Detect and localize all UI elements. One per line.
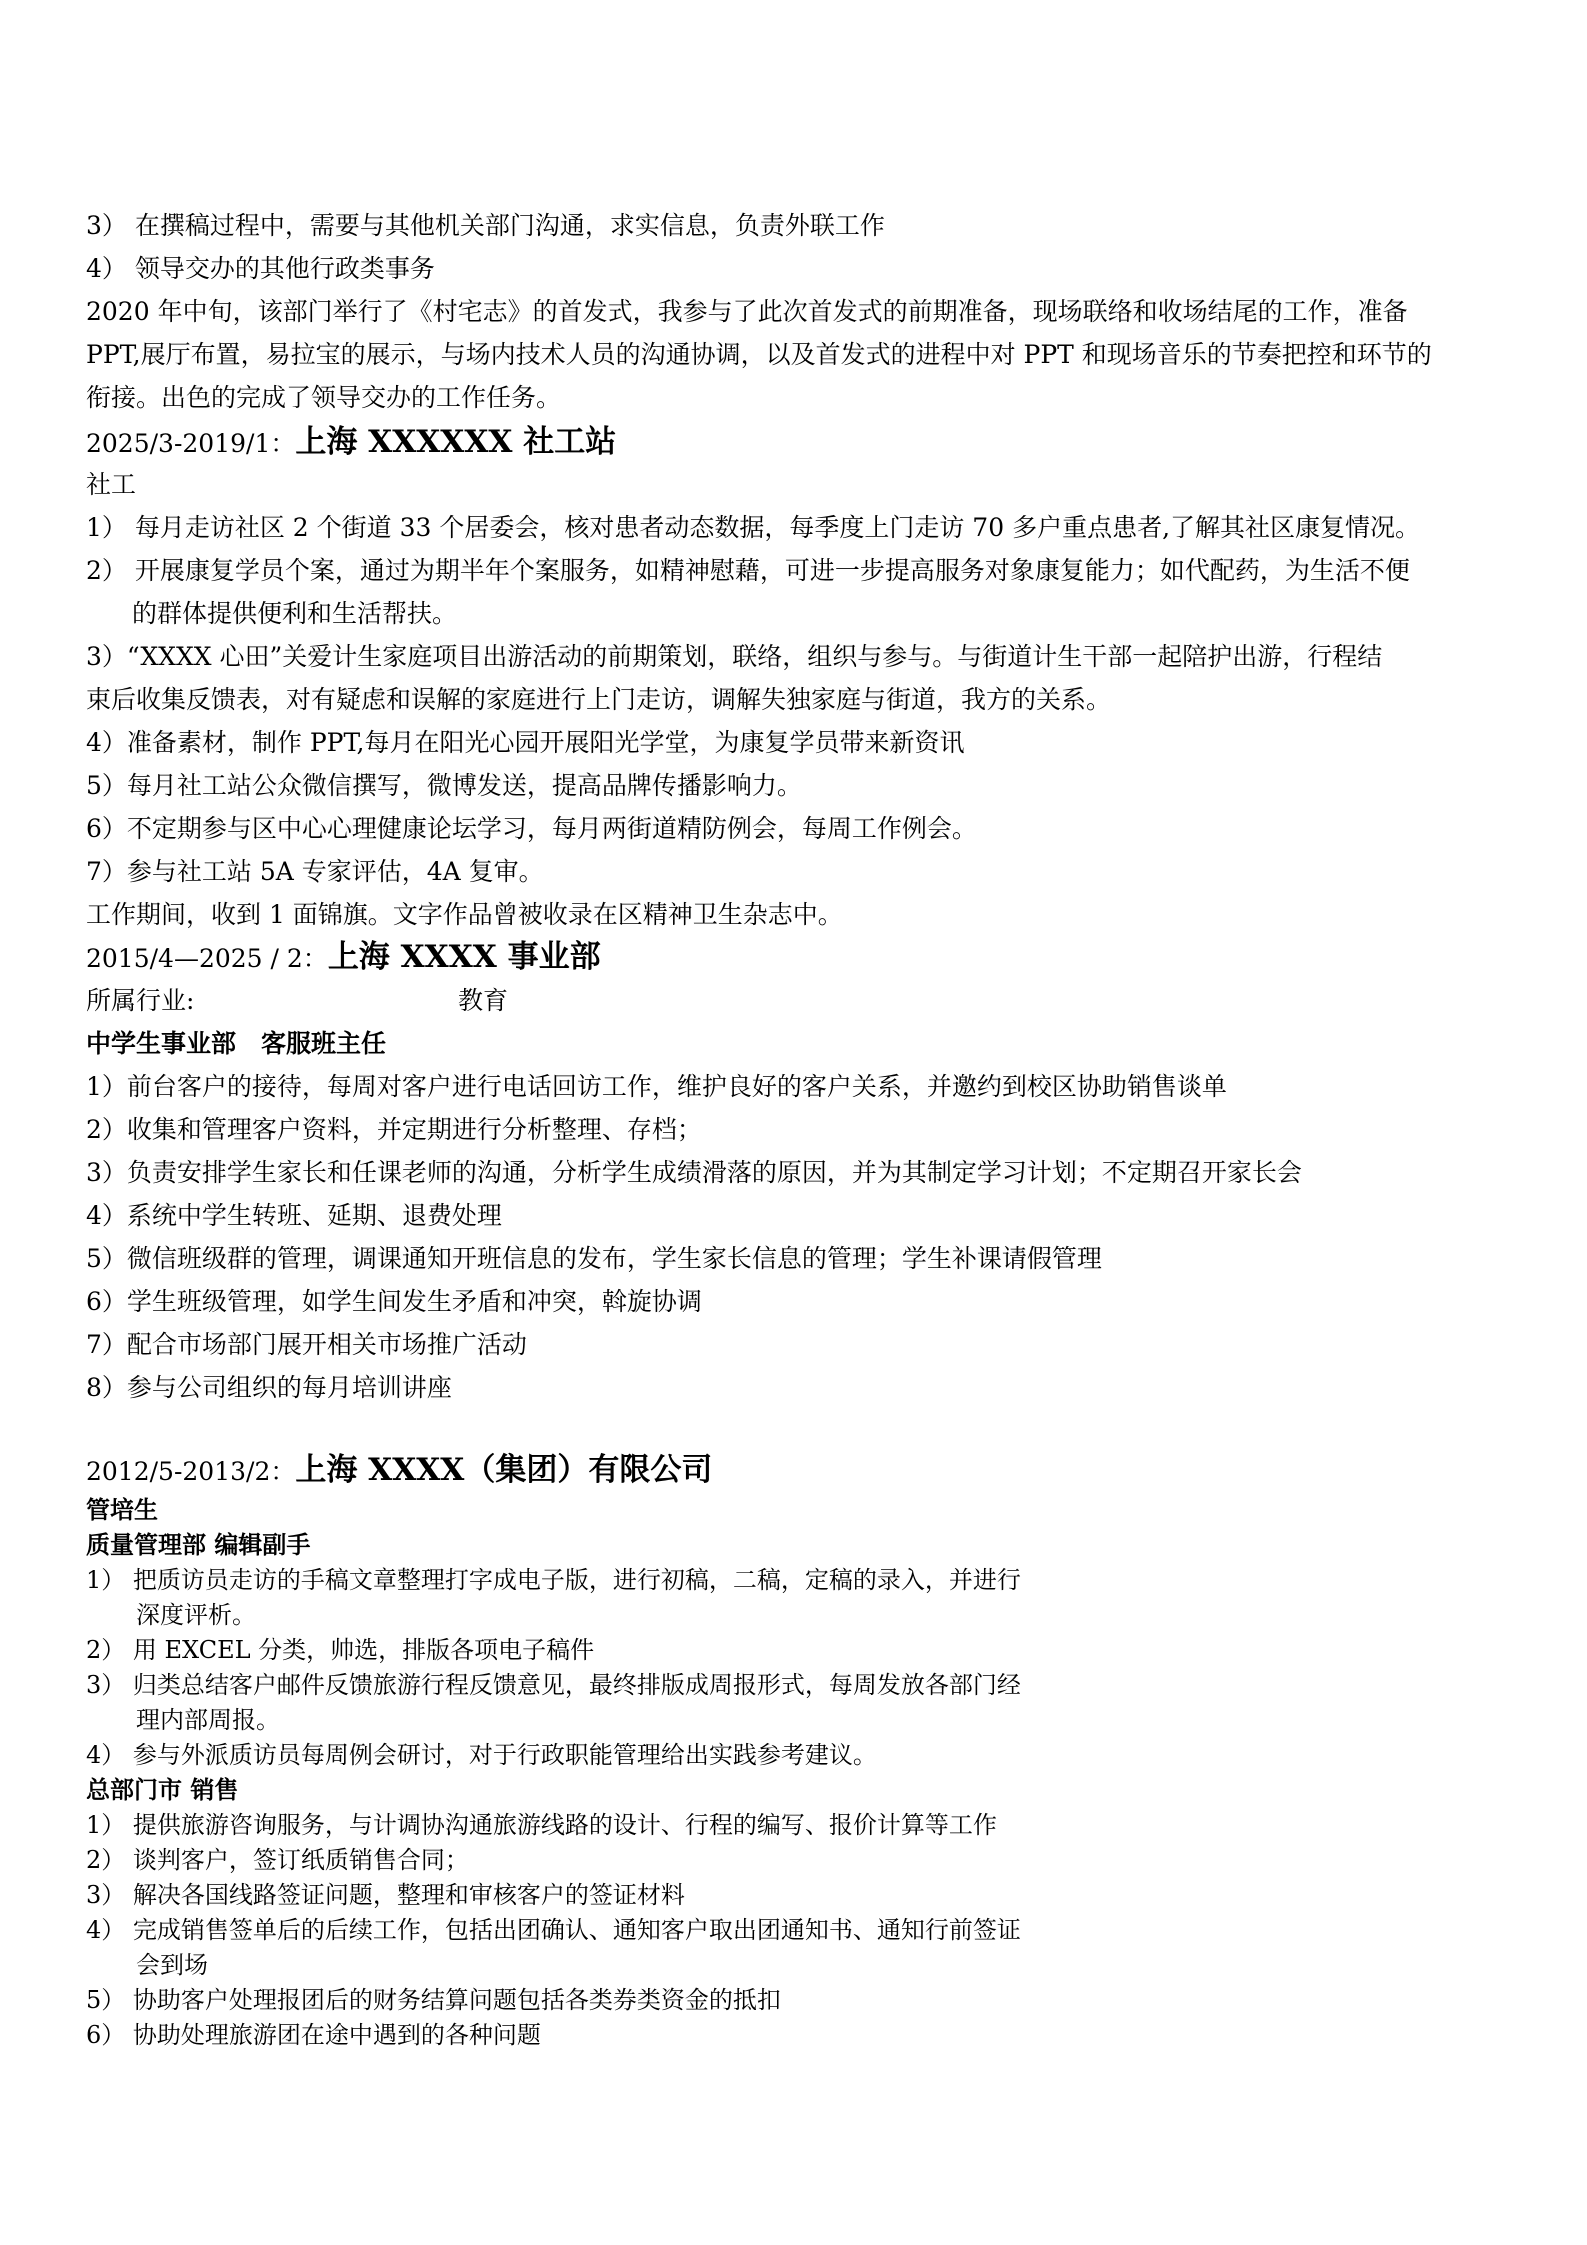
duty-item: 1）前台客户的接待，每周对客户进行电话回访工作，维护良好的客户关系，并邀约到校区协助销售谈单: [86, 1072, 1227, 1101]
department-title: 中学生事业部 客服班主任: [86, 1029, 387, 1058]
duty-item: 2） 开展康复学员个案，通过为期半年个案服务，如精神慰藉，可进一步提高服务对象康复能力；如代配药，为生活不便: [86, 556, 1410, 585]
paragraph-line: 衔接。出色的完成了领导交办的工作任务。: [86, 383, 562, 412]
duty-item: 2） 谈判客户，签订纸质销售合同；: [86, 1846, 469, 1874]
duty-item-continuation: 的群体提供便利和生活帮扶。: [132, 599, 458, 628]
job-org: 上海 XXXX 事业部: [327, 939, 601, 975]
paragraph-line: 2020 年中旬，该部门举行了《村宅志》的首发式，我参与了此次首发式的前期准备，现场联络和收场结尾的工作，准备: [86, 297, 1408, 326]
duty-item: 3） 解决各国线路签证问题，整理和审核客户的签证材料: [86, 1881, 685, 1909]
job-org: 上海 XXXXXX 社工站: [295, 424, 617, 460]
duty-item: 2）收集和管理客户资料，并定期进行分析整理、存档；: [86, 1115, 702, 1144]
duty-item: 2） 用 EXCEL 分类，帅选，排版各项电子稿件: [86, 1636, 595, 1664]
duty-item: 4） 完成销售签单后的后续工作，包括出团确认、通知客户取出团通知书、通知行前签证: [86, 1916, 1021, 1944]
duty-item: 5）每月社工站公众微信撰写，微博发送，提高品牌传播影响力。: [86, 771, 802, 800]
duty-item: 5） 协助客户处理报团后的财务结算问题包括各类券类资金的抵扣: [86, 1986, 781, 2014]
duty-item: 8）参与公司组织的每月培训讲座: [86, 1373, 452, 1402]
duty-item: 6）学生班级管理，如学生间发生矛盾和冲突，斡旋协调: [86, 1287, 702, 1316]
duty-item: 4）系统中学生转班、延期、退费处理: [86, 1201, 502, 1230]
duty-item: 4）准备素材，制作 PPT,每月在阳光心园开展阳光学堂，为康复学员带来新资讯: [86, 728, 965, 757]
job-role: 社工: [86, 470, 137, 499]
duty-item-continuation: 束后收集反馈表，对有疑虑和误解的家庭进行上门走访，调解失独家庭与街道，我方的关系。: [86, 685, 1112, 714]
duty-item: 4） 领导交办的其他行政类事务: [86, 254, 435, 283]
industry-label: 所属行业:: [86, 986, 195, 1015]
job-role: 管培生: [86, 1496, 158, 1524]
duty-item: 1） 每月走访社区 2 个街道 33 个居委会，核对患者动态数据，每季度上门走访 70 多户重点患者,了解其社区康复情况。: [86, 513, 1421, 542]
job-org: 上海 XXXX（集团）有限公司: [295, 1452, 713, 1488]
duty-item: 3） 归类总结客户邮件反馈旅游行程反馈意见，最终排版成周报形式，每周发放各部门经: [86, 1671, 1021, 1699]
duty-item: 7）参与社工站 5A 专家评估，4A 复审。: [86, 857, 544, 886]
duty-item: 4） 参与外派质访员每周例会研讨，对于行政职能管理给出实践参考建议。: [86, 1741, 877, 1769]
paragraph-line: 工作期间，收到 1 面锦旗。文字作品曾被收录在区精神卫生杂志中。: [86, 900, 843, 929]
job-heading: [86, 1452, 1526, 1488]
industry-line: [86, 986, 1526, 1016]
duty-item: 3）“XXXX 心田”关爱计生家庭项目出游活动的前期策划，联络，组织与参与。与街道计生干部一起陪护出游，行程结: [86, 642, 1383, 671]
duty-item: 6）不定期参与区中心心理健康论坛学习，每月两街道精防例会，每周工作例会。: [86, 814, 977, 843]
department-title: 总部门市 销售: [86, 1776, 239, 1804]
duty-item: 1） 把质访员走访的手稿文章整理打字成电子版，进行初稿，二稿，定稿的录入，并进行: [86, 1566, 1021, 1594]
duty-item: 7）配合市场部门展开相关市场推广活动: [86, 1330, 527, 1359]
duty-item: 6） 协助处理旅游团在途中遇到的各种问题: [86, 2021, 541, 2049]
duty-item: 3） 在撰稿过程中，需要与其他机关部门沟通，求实信息，负责外联工作: [86, 211, 885, 240]
job-heading: [86, 424, 1526, 460]
duty-item-continuation: 会到场: [136, 1951, 208, 1979]
job-date: 2015/4—2025 / 2：: [86, 944, 328, 973]
job-date: 2025/3-2019/1：: [86, 429, 296, 458]
job-heading: [86, 939, 1526, 975]
duty-item: 1） 提供旅游咨询服务，与计调协沟通旅游线路的设计、行程的编写、报价计算等工作: [86, 1811, 997, 1839]
paragraph-line: PPT,展厅布置，易拉宝的展示，与场内技术人员的沟通协调，以及首发式的进程中对 PPT 和现场音乐的节奏把控和环节的: [86, 340, 1432, 369]
job-date: 2012/5-2013/2：: [86, 1457, 296, 1486]
duty-item-continuation: 深度评析。: [136, 1601, 256, 1629]
duty-item-continuation: 理内部周报。: [136, 1706, 280, 1734]
industry-value: 教育: [458, 986, 509, 1015]
duty-item: 5）微信班级群的管理，调课通知开班信息的发布，学生家长信息的管理；学生补课请假管理: [86, 1244, 1102, 1273]
department-title: 质量管理部 编辑副手: [86, 1531, 311, 1559]
duty-item: 3）负责安排学生家长和任课老师的沟通，分析学生成绩滑落的原因，并为其制定学习计划；不定期召开家长会: [86, 1158, 1302, 1187]
